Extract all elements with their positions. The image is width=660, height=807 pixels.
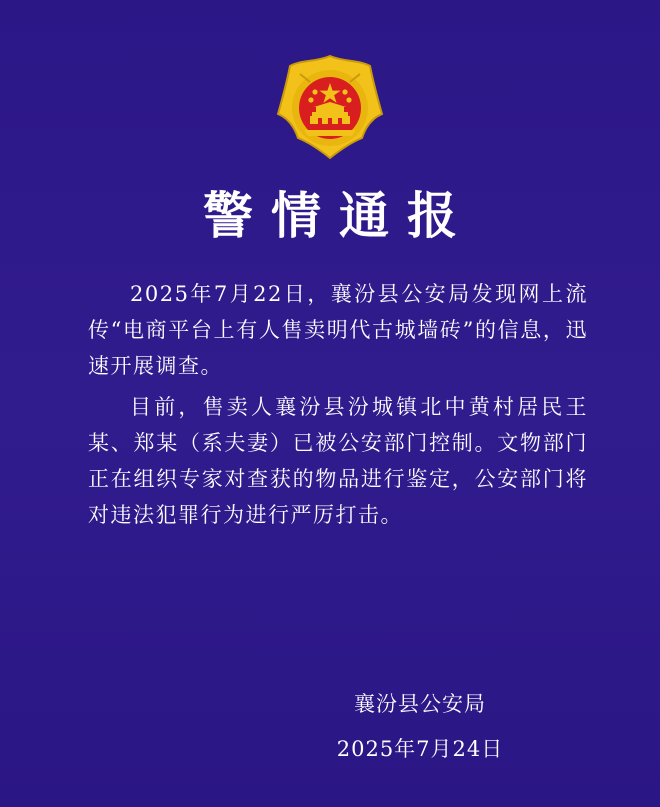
notice-title: 警情通报 xyxy=(203,187,475,245)
signature-date: 2025年7月24日 xyxy=(336,737,504,761)
notice-paragraph-1: 2025年7月22日，襄汾县公安局发现网上流传“电商平台上有人售卖明代古城墙砖”的信息，迅速开展调查。 xyxy=(88,282,588,378)
police-badge-icon xyxy=(274,52,386,164)
notice-paragraph-2: 目前，售卖人襄汾县汾城镇北中黄村居民王某、郑某（系夫妻）已被公安部门控制。文物部门正在组织专家对查获的物品进行鉴定，公安部门将对违法犯罪行为进行严厉打击。 xyxy=(88,395,588,527)
notice-body xyxy=(88,276,588,538)
signature-org: 襄汾县公安局 xyxy=(354,692,486,716)
